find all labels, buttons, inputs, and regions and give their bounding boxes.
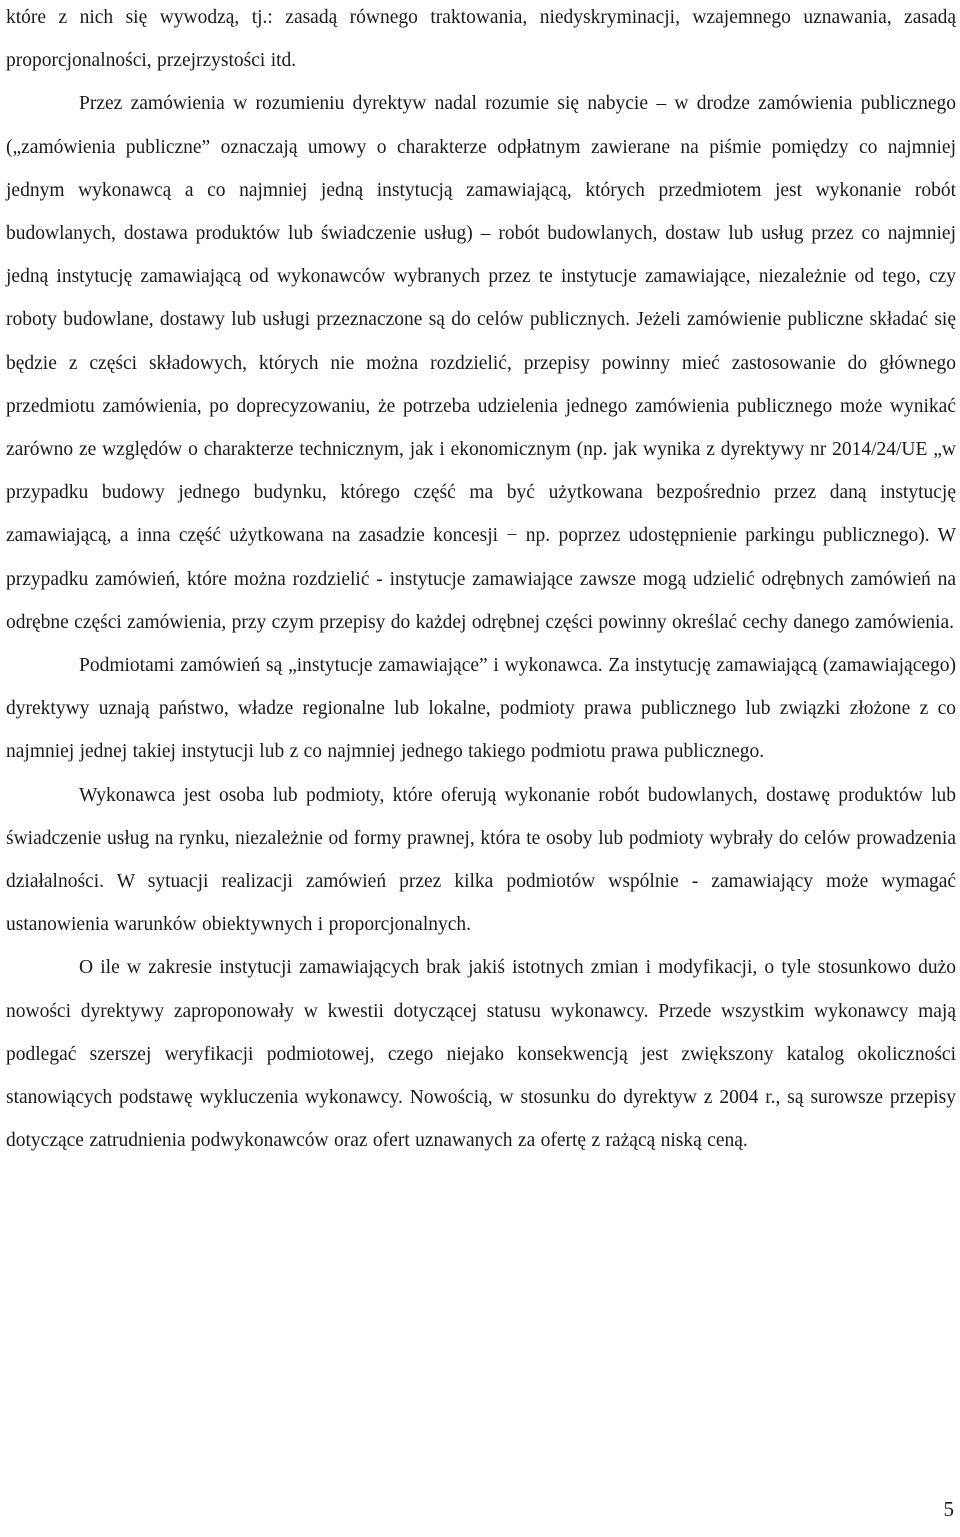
paragraph-contractor: Wykonawca jest osoba lub podmioty, które oferują wykonanie robót budowlanych, dostawę produktów lub świadczenie usług na rynku, niezależnie od formy prawnej, która te osoby lub podmioty wybrały do celów prowadzenia działalności. W sytuacji realizacji zamówień przez kilka podmiotów wspólnie - zamawiający może wymagać ustanowienia warunków obiektywnych i proporcjonalnych. <box>6 784 956 936</box>
document-page <box>6 0 956 1162</box>
paragraph-contracts-definition: Przez zamówienia w rozumieniu dyrektyw nadal rozumie się nabycie – w drodze zamówienia publicznego („zamówienia publiczne” oznaczają umowy o charakterze odpłatnym zawierane na piśmie pomiędzy co najmniej jednym wykonawcą a co najmniej jedną instytucją zamawiającą, których przedmiotem jest wykonanie robót budowlanych, dostawa produktów lub świadczenie usług) – robót budowlanych, dostaw lub usług przez co najmniej jedną instytucję zamawiającą od wykonawców wybranych przez te instytucje zamawiające, niezależnie od tego, czy roboty budowlane, dostawy lub usługi przeznaczone są do celów publicznych. Jeżeli zamówienie publiczne składać się będzie z części składowych, których nie można rozdzielić, przepisy powinny mieć zastosowanie do głównego przedmiotu zamówienia, po doprecyzowaniu, że potrzeba udzielenia jednego zamówienia publicznego może wynikać zarówno ze względów o charakterze technicznym, jak i ekonomicznym (np. jak wynika z dyrektywy nr 2014/24/UE „w przypadku budowy jednego budynku, którego część ma być użytkowana bezpośrednio przez daną instytucję zamawiającą, a inna część użytkowana na zasadzie koncesji − np. poprzez udostępnienie parkingu publicznego). W przypadku zamówień, które można rozdzielić - instytucje zamawiające zawsze mogą udzielić odrębnych zamówień na odrębne części zamówienia, przy czym przepisy do każdej odrębnej części powinny określać cechy danego zamówienia. <box>6 93 956 633</box>
paragraph-contractor-status: O ile w zakresie instytucji zamawiających brak jakiś istotnych zmian i modyfikacji, o tyle stosunkowo dużo nowości dyrektywy zaproponowały w kwestii dotyczącej statusu wykonawcy. Przede wszystkim wykonawcy mają podlegać szerszej weryfikacji podmiotowej, czego niejako konsekwencją jest zwiększony katalog okoliczności stanowiących podstawę wykluczenia wykonawcy. Nowością, w stosunku do dyrektyw z 2004 r., są surowsze przepisy dotyczące zatrudnienia podwykonawców oraz ofert uznawanych za ofertę z rażącą niską ceną. <box>6 957 956 1152</box>
page-number: 5 <box>943 1497 954 1521</box>
paragraph-continuation: które z nich się wywodzą, tj.: zasadą równego traktowania, niedyskryminacji, wzajemnego uznawania, zasadą proporcjonalności, przejrzystości itd. <box>6 7 956 72</box>
paragraph-contracting-entities: Podmiotami zamówień są „instytucje zamawiające” i wykonawca. Za instytucję zamawiającą (zamawiającego) dyrektywy uznają państwo, władze regionalne lub lokalne, podmioty prawa publicznego lub związki złożone z co najmniej jednej takiej instytucji lub z co najmniej jednego takiego podmiotu prawa publicznego. <box>6 655 956 763</box>
